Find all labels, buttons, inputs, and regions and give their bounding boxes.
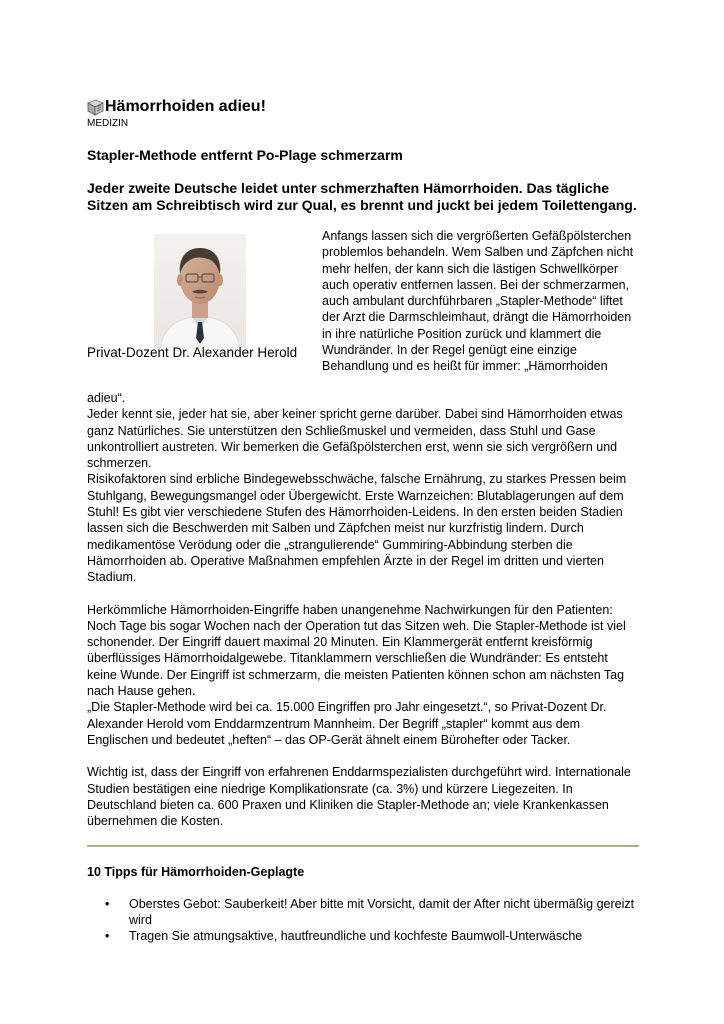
tips-heading: 10 Tipps für Hämorrhoiden-Geplagte: [87, 865, 305, 880]
paragraph-2: Risikofaktoren sind erbliche Bindegewebsschwäche, falsche Ernährung, zu starkes Pressen beim Stuhlgang, Bewegungsmangel oder Übergewicht. Erste Warnzeichen: Blutablagerungen auf dem Stuhl! Es gibt vier verschiedene Stufen des Hämorrhoiden-Leidens. In den ersten beiden Stadien lassen sich die Beschwerden mit Salben und Zäpfchen meist nur kurzfristig lindern. Durch medikamentöse Verödung oder die „strangulierende“ Gummiring-Abbindung sterben die Hämorrhoiden ab. Operative Maßnahmen empfehlen Ärzte in der Regel im dritten und vierten Stadium.: [87, 472, 627, 585]
paragraph-5: Wichtig ist, dass der Eingriff von erfahrenen Enddarmspezialisten durchgeführt wird. Internationale Studien bestätigen eine niedrige Komplikationsrate (ca. 3%) und kürzere Liegezeiten. In Deutschland bieten ca. 600 Praxen und Kliniken die Stapler-Methode an; viele Krankenkassen übernehmen die Kosten.: [87, 765, 631, 829]
article-lead: Jeder zweite Deutsche leidet unter schmerzhaften Hämorrhoiden. Das tägliche Sitzen am Schreibtisch wird zur Qual, es brennt und juckt bei jedem Toilettengang.: [87, 180, 637, 213]
list-item-text: Tragen Sie atmungsaktive, hautfreundliche und kochfeste Baumwoll-Unterwäsche: [129, 929, 583, 944]
bullet-icon: •: [105, 929, 110, 944]
section-divider: [87, 845, 639, 847]
article-subtitle: Stapler-Methode entfernt Po-Plage schmerzarm: [87, 147, 403, 163]
article: [87, 96, 639, 944]
newspaper-icon: [87, 99, 104, 116]
bullet-icon: •: [105, 897, 110, 912]
tips-list: [87, 896, 639, 944]
portrait-photo: [154, 234, 246, 348]
list-item: [87, 896, 639, 928]
list-item-text: Oberstes Gebot: Sauberkeit! Aber bitte mit Vorsicht, damit der After nicht übermäßig gereizt wird: [129, 897, 635, 928]
spacer: [87, 748, 639, 764]
list-item: [87, 928, 639, 944]
photo-intro-block: [87, 228, 639, 390]
title-row: [87, 96, 639, 118]
paragraph-3: Herkömmliche Hämorrhoiden-Eingriffe haben unangenehme Nachwirkungen für den Patienten: Noch Tage bis sogar Wochen nach der Operation tut das Sitzen weh. Die Stapler-Methode ist viel schonender. Der Eingriff dauert maximal 20 Minuten. Ein Klammergerät entfernt kreisförmig überflüssiges Hämorrhoidalgewebe. Titanklammern verschließen die Wundränder: Es entsteht keine Wunde. Der Eingriff ist schmerzarm, die meisten Patienten können schon am nächsten Tag nach Hause gehen.: [87, 602, 626, 699]
paragraph-4: „Die Stapler-Methode wird bei ca. 15.000 Eingriffen pro Jahr eingesetzt.“, so Privat-Dozent Dr. Alexander Herold vom Enddarmzentrum Mannheim. Der Begriff „stapler“ kommt aus dem Englischen und bedeutet „heften“ – das OP-Gerät ähnelt einem Bürohefter oder Tacker.: [87, 700, 607, 747]
intro-text: Anfangs lassen sich die vergrößerten Gefäßpölsterchen problemlos behandeln. Wem Salben und Zäpfchen nicht mehr helfen, der kann sich die lästigen Schwellkörper auch operativ entfernen lassen. Bei der schmerzarmen, auch ambulant durchführbaren „Stapler-Methode“ liftet der Arzt die Darmschleimhaut, drängt die Hämorrhoiden in ihre natürliche Position zurück und klammert die Wundränder. In der Regel genügt eine einzige Behandlung und es heißt für immer: „Hämorrhoiden: [322, 229, 634, 374]
photo-caption: Privat-Dozent Dr. Alexander Herold: [87, 345, 298, 360]
category-label: MEDIZIN: [87, 118, 129, 129]
intro-continuation: adieu“.: [87, 391, 126, 405]
paragraph-1: Jeder kennt sie, jeder hat sie, aber keiner spricht gerne darüber. Dabei sind Hämorrhoiden etwas ganz Natürliches. Sie unterstützen den Schließmuskel und vermeiden, dass Stuhl und Gase unkontrolliert austreten. Wir bemerken die Gefäßpölsterchen erst, wenn sie sich vergrößern und schmerzen.: [87, 407, 623, 471]
article-title: Hämorrhoiden adieu!: [105, 98, 266, 115]
spacer: [87, 586, 639, 602]
